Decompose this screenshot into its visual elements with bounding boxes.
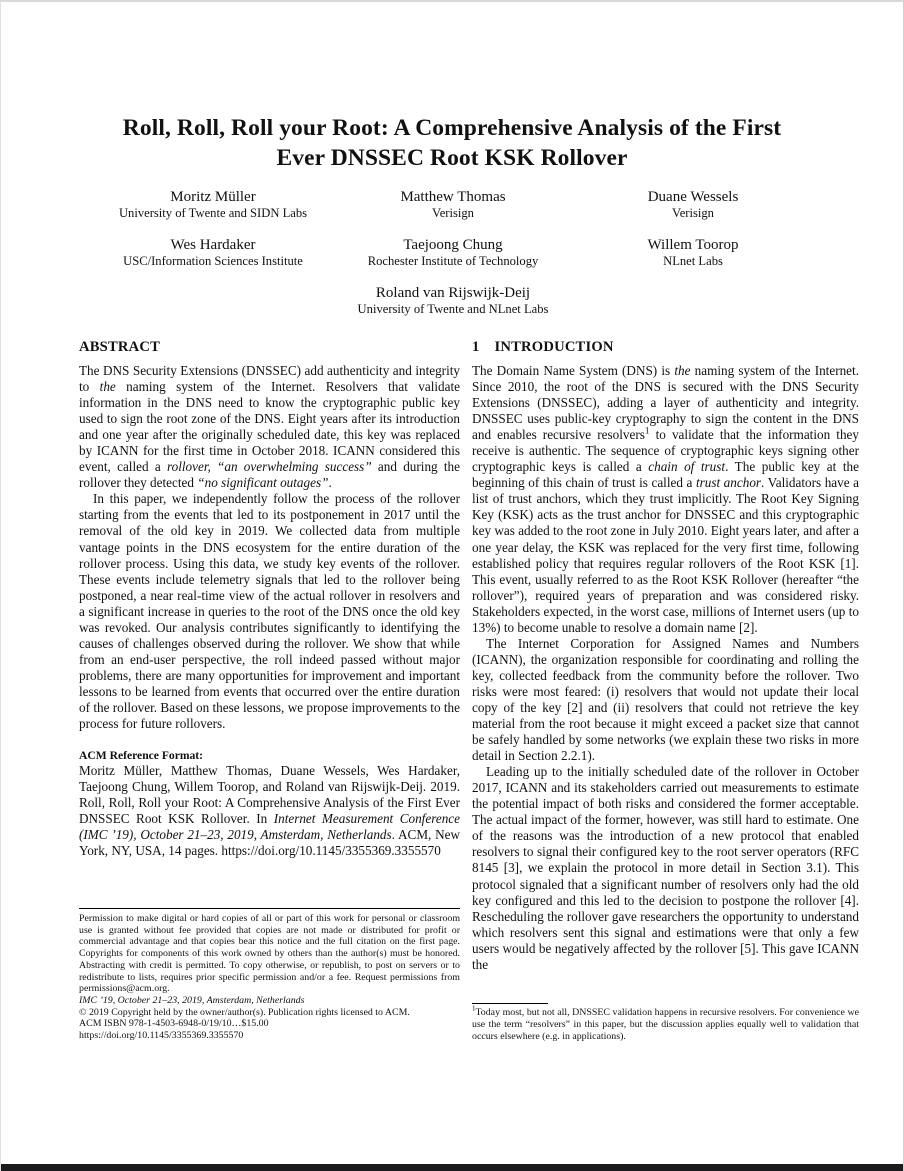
author-block [333,237,573,269]
intro-paragraph-3: Leading up to the initially scheduled date of the rollover in October 2017, ICANN and its stakeholders carried out measurements to estimate the potential impact of both risks and considered the former acceptable. The actual impact of the former, however, was still hard to estimate. One of the reasons was the introduction of a new protocol that enabled resolvers to signal their configured key to the root server operators (RFC 8145 [3], we explain the protocol in more detail in Section 3.1). This protocol signaled that a significant number of resolvers only had the old key configured and this led to the decision to postpone the rollover [4]. Rescheduling the rollover gave researchers the opportunity to understand which resolvers sent this signal and estimations were that only a few users would be negatively affected by the rollover [5]. This gave ICANN the [472,764,859,972]
author-block [93,189,333,221]
author-block [333,189,573,221]
author-name: Taejoong Chung [403,237,503,253]
author-affiliation: University of Twente and SIDN Labs [118,206,308,220]
copyright-line: © 2019 Copyright held by the owner/author(s). Publication rights licensed to ACM. [79,1006,410,1018]
author-affiliation: Verisign [432,206,474,220]
doi-link[interactable]: https://doi.org/10.1145/3355369.3355570 [79,1030,244,1042]
author-block [573,189,813,221]
left-column [79,339,460,859]
footnote-block [472,1003,859,1043]
footnote-marker: 1 [472,1005,476,1013]
section-number: 1 [472,339,480,355]
author-name: Willem Toorop [647,237,739,253]
acm-reference-heading: ACM Reference Format: [79,749,204,763]
author-affiliation: Verisign [672,206,714,220]
paper-title [1,113,903,173]
isbn-line: ACM ISBN 978-1-4503-6948-0/19/10…$15.00 [79,1018,269,1030]
acm-reference-format [79,749,460,859]
authors-row-2 [93,237,813,269]
section-title: INTRODUCTION [494,339,614,355]
author-block [93,285,813,317]
author-block [573,237,813,269]
bottom-bar [1,1164,903,1171]
author-affiliation: University of Twente and NLnet Labs [357,302,549,316]
intro-paragraph-2: The Internet Corporation for Assigned Names and Numbers (ICANN), the organization responsible for coordinating and rolling the key, collected feedback from the community before the rollover. Two risks were most feared: (i) resolvers that would not update their local copy of the key [2] and (ii) resolvers that could not retrieve the key material from the root because it might exceed a packet size that cannot be safely handled by some networks (we explain these two risks in more detail in Section 2.2.1). [472,635,859,764]
authors-row-3 [93,285,813,317]
author-name: Wes Hardaker [170,237,256,253]
authors-row-1 [93,189,813,221]
paper-title-line1: Roll, Roll, Roll your Root: A Comprehensive Analysis of the First [122,115,782,141]
footnote-text: Today most, but not all, DNSSEC validation happens in recursive resolvers. For convenience we use the term “resolvers” in this paper, but the discussion applies equally well to validation that occurs elsewhere (e.g. in applications). [472,1007,859,1042]
paper-title-line2: Ever DNSSEC Root KSK Rollover [276,145,628,171]
author-affiliation: NLnet Labs [663,254,723,268]
author-affiliation: Rochester Institute of Technology [367,254,539,268]
copyright-permission-block [79,908,460,1042]
introduction-heading [472,339,859,356]
conference-line: IMC ’19, October 21–23, 2019, Amsterdam, Netherlands [79,994,305,1006]
author-block [93,237,333,269]
author-name: Roland van Rijswijk-Deij [375,285,531,301]
author-name: Duane Wessels [647,189,739,205]
right-column [472,339,859,973]
acm-reference-body: Moritz Müller, Matthew Thomas, Duane Wessels, Wes Hardaker, Taejoong Chung, Willem Toorop, and Roland van Rijswijk-Deij. 2019. Roll, Roll, Roll your Root: A Comprehensive Analysis of the First Ever DNSSEC Root KSK Rollover. In Internet Measurement Conference (IMC ’19), October 21–23, 2019, Amsterdam, Netherlands. ACM, New York, NY, USA, 14 pages. https://doi.org/10.1145/3355369.3355570 [79,763,461,859]
author-affiliation: USC/Information Sciences Institute [123,254,303,268]
permission-divider [79,908,460,909]
doi-link[interactable]: https://doi.org/10.1145/3355369.3355570 [221,843,441,859]
author-name: Matthew Thomas [400,189,506,205]
permission-notice: Permission to make digital or hard copies of all or part of this work for personal or classroom use is granted without fee provided that copies are not made or distributed for profit or commercial advantage and that copies bear this notice and the full citation on the first page. Copyrights for components of this work owned by others than the author(s) must be honored. Abstracting with credit is permitted. To copy otherwise, or republish, to post on servers or to redistribute to lists, requires prior specific permission and/or a fee. Request permissions from permissions@acm.org. [79,913,460,995]
author-name: Moritz Müller [170,189,256,205]
abstract-paragraph-1: The DNS Security Extensions (DNSSEC) add authenticity and integrity to the naming system of the Internet. Resolvers that validate information in the DNS need to know the cryptographic public key used to sign the root zone of the DNS. Eight years after its introduction and one year after the originally scheduled date, this key was replaced by ICANN for the first time in October 2018. ICANN considered this event, called a rollover, “an overwhelming success” and during the rollover they detected “no significant outages”. [79,363,460,491]
footnote-rule [472,1003,548,1004]
abstract-heading: ABSTRACT [79,339,161,355]
intro-paragraph-1: The Domain Name System (DNS) is the naming system of the Internet. Since 2010, the root of the DNS is secured with the DNS Security Extensions (DNSSEC), adding a layer of authenticity and integrity. DNSSEC uses public-key cryptography to sign the content in the DNS and enables recursive resolvers$^1$ to validate that the information they receive is authentic. The sequence of cryptographic keys signing other cryptographic keys is called a chain of trust. The public key at the beginning of this chain of trust is called a trust anchor. Validators have a list of trust anchors, which they trust implicitly. The Root Key Signing Key (KSK) acts as the trust anchor for DNSSEC and this cryptographic key was added to the root zone in July 2010. Eight years later, and after a one year delay, the KSK was replaced for the very first time, following established policy that requires regular rollovers of the Root KSK [1]. This event, usually referred to as the Root KSK Rollover (hereafter “the rollover”), required years of preparation and was considered risky. Stakeholders expected, in the worst case, millions of Internet users (up to 13%) to become unable to resolve a domain name [2]. [472,363,859,635]
abstract-paragraph-2: In this paper, we independently follow the process of the rollover starting from the events that led to its postponement in 2017 until the removal of the old key in 2019. We collected data from multiple vantage points in the DNS ecosystem for the entire duration of the rollover process. Using this data, we study key events of the rollover. These events include telemetry signals that led to the rollover being postponed, a near real-time view of the actual rollover in resolvers and a significant increase in queries to the root of the DNS once the old key was revoked. Our analysis contributes significantly to identifying the causes of challenges observed during the rollover. We show that while from an end-user perspective, the roll indeed passed without major problems, there are many opportunities for improvement and important lessons to be learned from events that occurred over the entire duration of the rollover. Based on these lessons, we propose improvements to the process for future rollovers. [79,491,460,732]
